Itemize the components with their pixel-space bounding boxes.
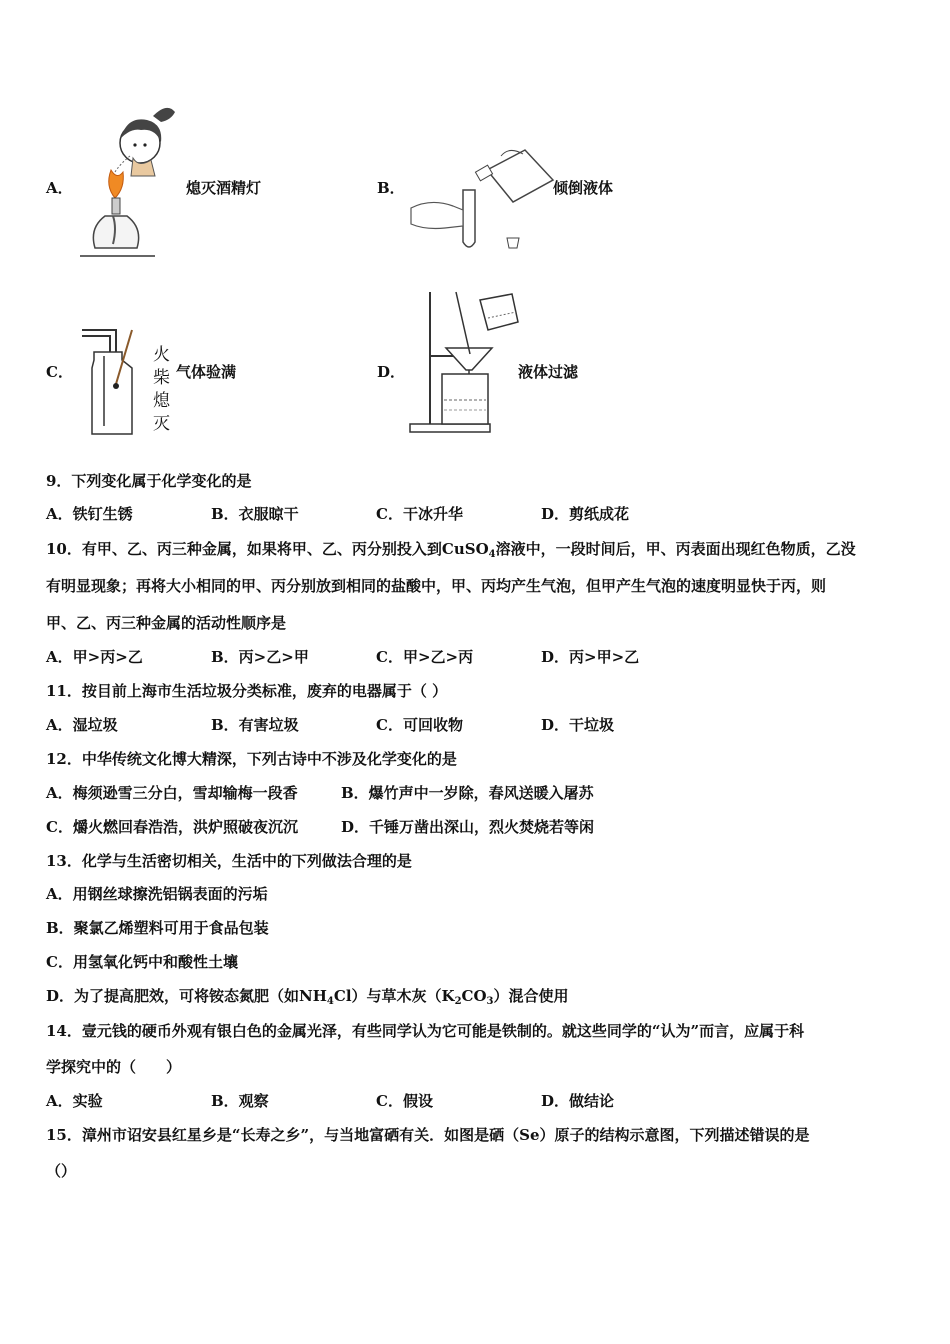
q11-option-d: D．干垃圾 (541, 716, 615, 734)
q11-option-a: A．湿垃圾 (46, 716, 118, 734)
formula-part: Cl）与草木灰（K (333, 987, 455, 1005)
q12-option-c: C．爝火燃回春浩浩，洪炉照破夜沉沉 (46, 818, 298, 836)
q9-option-a: A．铁钉生锈 (46, 505, 133, 523)
match-side-label (153, 344, 173, 436)
q13-option-d-text-b: ）混合使用 (493, 987, 569, 1005)
q9-stem: 9．下列变化属于化学变化的是 (46, 472, 252, 490)
q10-line3: 甲、乙、丙三种金属的活动性顺序是 (46, 614, 287, 632)
option-b-label: 倾倒液体 (553, 179, 614, 197)
option-d-label: 液体过滤 (518, 363, 579, 381)
q10-formula-subscript: 4 (488, 549, 496, 560)
side-char: 火 (153, 345, 170, 365)
formula-subscript: 2 (454, 996, 462, 1007)
q10-option-b: B．丙>乙>甲 (211, 648, 309, 666)
q14-option-b: B．观察 (211, 1092, 269, 1110)
q13-option-d (46, 985, 569, 1007)
q13-option-c: C．用氢氧化钙中和酸性土壤 (46, 953, 238, 971)
q9-option-c: C．干冰升华 (376, 505, 463, 523)
option-b-letter: B． (377, 179, 405, 197)
q12-option-d: D．千锤万凿出深山，烈火焚烧若等闲 (341, 818, 595, 836)
q9-option-d: D．剪纸成花 (541, 505, 630, 523)
q12-option-b: B．爆竹声中一岁除，春风送暖入屠苏 (341, 784, 594, 802)
formula-part: CO (461, 987, 487, 1005)
q13-option-b: B．聚氯乙烯塑料可用于食品包装 (46, 919, 269, 937)
q13-option-d-text-a: D．为了提高肥效，可将铵态氮肥（如 (46, 987, 300, 1005)
q14-option-a: A．实验 (46, 1092, 103, 1110)
q14-line1: 14．壹元钱的硬币外观有银白色的金属光泽，有些同学认为它可能是铁制的。就这些同学的“认为”而言，应属于科 (46, 1022, 805, 1040)
q9-option-b: B．衣服晾干 (211, 505, 299, 523)
formula-part: NH (299, 987, 327, 1005)
option-d-letter: D． (377, 363, 406, 381)
pouring-liquid-illustration (405, 150, 555, 262)
q10-line1-text-b: 溶液中，一段时间后，甲、丙表面出现红色物质，乙没 (495, 540, 856, 558)
q12-stem: 12．中华传统文化博大精深，下列古诗中不涉及化学变化的是 (46, 750, 457, 768)
option-a-letter: A． (46, 179, 73, 197)
option-a-label: 熄灭酒精灯 (186, 179, 262, 197)
q11-option-b: B．有害垃圾 (211, 716, 299, 734)
q11-stem: 11．按目前上海市生活垃圾分类标准，废弃的电器属于（ ） (46, 682, 448, 700)
q14-option-c: C．假设 (376, 1092, 433, 1110)
q15-line2: （） (46, 1162, 77, 1180)
formula-subscript: 4 (326, 996, 334, 1007)
q13-option-a: A．用钢丝球擦洗铝锅表面的污垢 (46, 885, 268, 903)
formula-subscript: 3 (486, 996, 494, 1007)
q10-option-a: A．甲>丙>乙 (46, 648, 143, 666)
q15-line1: 15．漳州市诏安县红星乡是“长寿之乡”，与当地富硒有关．如图是硒（Se）原子的结构示意图，下列描述错误的是 (46, 1126, 810, 1144)
q14-line2: 学探究中的（ ） (46, 1058, 182, 1076)
side-char: 熄 (153, 391, 170, 411)
q10-line1 (46, 538, 856, 560)
gas-collection-bottle-illustration (76, 322, 136, 438)
q10-line2: 有明显现象；再将大小相同的甲、丙分别放到相同的盐酸中，甲、丙均产生气泡，但甲产生气泡的速度明显快于丙，则 (46, 577, 827, 595)
q11-option-c: C．可回收物 (376, 716, 463, 734)
q10-line1-text-a: 10．有甲、乙、丙三种金属，如果将甲、乙、丙分别投入到 (46, 540, 442, 558)
side-char: 灭 (153, 414, 170, 434)
extinguish-alcohol-lamp-illustration (75, 98, 185, 262)
q10-option-d: D．丙>甲>乙 (541, 648, 640, 666)
q10-formula: CuSO (441, 540, 489, 558)
q12-option-a: A．梅须逊雪三分白，雪却输梅一段香 (46, 784, 298, 802)
option-c-label: 气体验满 (176, 363, 237, 381)
filtration-apparatus-illustration (408, 290, 524, 436)
q14-option-d: D．做结论 (541, 1092, 615, 1110)
q10-option-c: C．甲>乙>丙 (376, 648, 474, 666)
option-c-letter: C． (46, 363, 73, 381)
q13-stem: 13．化学与生活密切相关，生活中的下列做法合理的是 (46, 852, 412, 870)
side-char: 柴 (153, 368, 170, 388)
